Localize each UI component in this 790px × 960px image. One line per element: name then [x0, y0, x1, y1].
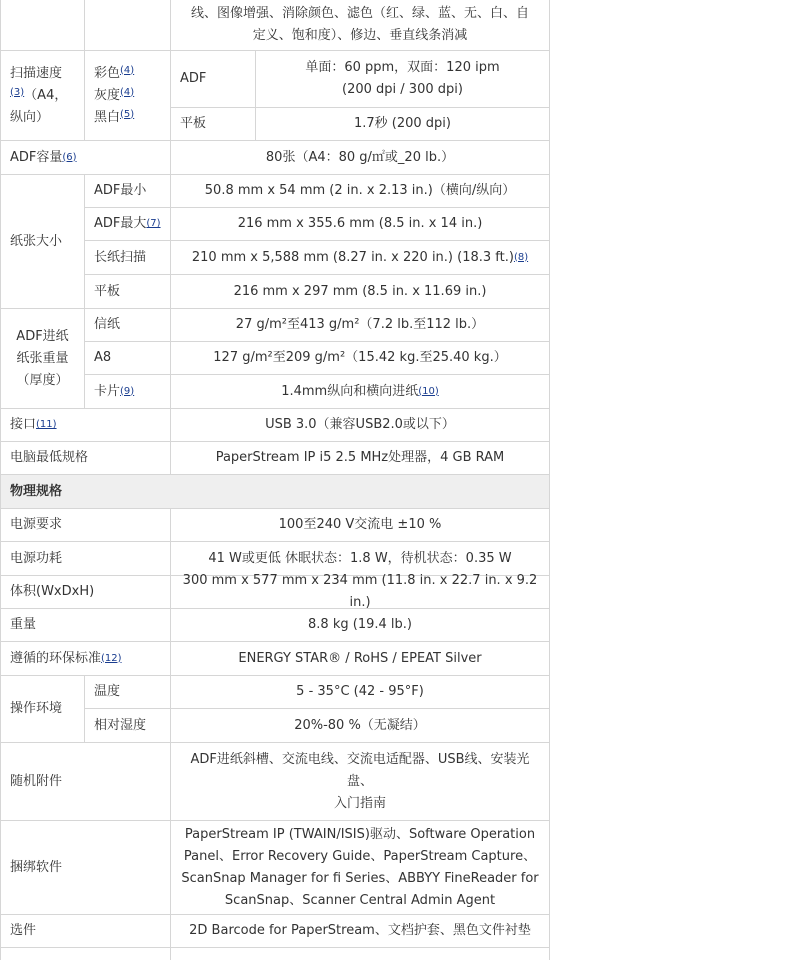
item-label: A8	[94, 350, 112, 365]
min-pc-label: 电脑最低规格	[0, 441, 170, 474]
mode-color	[94, 63, 134, 85]
value-line: 单面：60 ppm，双面：120 ipm	[305, 60, 500, 75]
bundled-software-value	[170, 820, 550, 914]
weight-label: 重量	[0, 608, 170, 641]
label-line: 纸张重量	[16, 350, 69, 366]
value-line: 入门指南	[333, 795, 386, 811]
humidity-value: 20%-80 %（无凝结）	[170, 708, 550, 742]
footnote-link[interactable]: (4)	[120, 64, 135, 76]
value-line: PaperStream IP (TWAIN/ISIS)驱动、Software Operation	[184, 826, 536, 842]
label-line: （厚度）	[16, 372, 69, 388]
temperature-value: 5 - 35°C (42 - 95°F)	[170, 675, 550, 708]
paper-weight-item-label	[84, 341, 170, 374]
value-line: Panel、Error Recovery Guide、PaperStream Capture、	[183, 848, 537, 864]
value-line: 定义、饱和度）、修边、垂直线条消减	[252, 28, 468, 43]
paper-weight-item-value: 27 g/m²至413 g/m²（7.2 lb.至112 lb.）	[170, 308, 550, 341]
environmental-standard-value: ENERGY STAR® / RoHS / EPEAT Silver	[170, 641, 550, 675]
item-label: 长纸扫描	[94, 249, 147, 265]
color-mode-list	[84, 50, 170, 140]
bundled-software-label: 捆绑软件	[0, 820, 170, 914]
humidity-label: 相对湿度	[84, 708, 170, 742]
footnote-link[interactable]: (4)	[120, 86, 135, 98]
accessories-label: 随机附件	[0, 742, 170, 820]
weight-value: 8.8 kg (19.4 lb.)	[170, 608, 550, 641]
item-label: ADF最小	[94, 183, 147, 198]
label-line	[10, 85, 67, 107]
label-text: 接口	[10, 417, 37, 432]
mode-label: 灰度	[94, 87, 121, 103]
mode-label: 彩色	[94, 65, 121, 81]
mode-gray	[94, 85, 134, 107]
value-line: ADF进纸斜槽、交流电线、交流电适配器、USB线、安装光	[190, 751, 530, 767]
adf-speed-value	[255, 50, 550, 107]
footnote-link[interactable]: (5)	[120, 108, 135, 120]
item-label: 卡片	[94, 383, 121, 399]
paper-size-item-label	[84, 274, 170, 308]
physical-specs-header: 物理规格	[0, 474, 550, 508]
value-line: (200 dpi / 300 dpi)	[342, 82, 463, 97]
scan-speed-label	[0, 50, 84, 140]
paper-size-item-value: 216 mm x 355.6 mm (8.5 in. x 14 in.)	[170, 207, 550, 240]
adf-capacity-value: 80张（A4：80 g/㎡或_20 lb.）	[170, 140, 550, 174]
paper-weight-item-value: 127 g/m²至209 g/m²（15.42 kg.至25.40 kg.）	[170, 341, 550, 374]
paper-weight-item-label	[84, 308, 170, 341]
paper-size-item-value: 50.8 mm x 54 mm (2 in. x 2.13 in.)（横向/纵向）	[170, 174, 550, 207]
next-row-label-partial	[0, 947, 170, 960]
spec-sublabel-cell-empty	[84, 0, 170, 50]
temperature-label: 温度	[84, 675, 170, 708]
item-label: ADF最大	[94, 216, 147, 231]
image-processing-value	[170, 0, 550, 50]
flatbed-speed-label: 平板	[170, 107, 255, 140]
operating-environment-label: 操作环境	[0, 675, 84, 742]
label-line: ADF进纸	[16, 328, 69, 344]
value-line: 线、图像增强、消除颜色、滤色（红、绿、蓝、无、白、自	[190, 6, 529, 21]
power-consumption-value: 41 W或更低 休眠状态：1.8 W，待机状态：0.35 W	[170, 541, 550, 575]
options-value: 2D Barcode for PaperStream、文档护套、黑色文件衬垫	[170, 914, 550, 947]
value-line: 盘、	[346, 773, 373, 789]
label-line: 扫描速度	[10, 65, 63, 81]
label-text: 遵循的环保标准	[10, 650, 102, 666]
label-text: ADF容量	[10, 149, 63, 165]
item-label: 信纸	[94, 317, 121, 332]
paper-weight-item-label: 卡片 (9)	[84, 374, 170, 408]
next-row-value-partial	[170, 947, 550, 960]
label-line-text: （A4，	[24, 87, 68, 103]
options-label: 选件	[0, 914, 170, 947]
paper-size-item-label	[84, 174, 170, 207]
footnote-link[interactable]: (3)	[10, 86, 25, 98]
power-consumption-label: 电源功耗	[0, 541, 170, 575]
paper-size-item-label: ADF最大 (7)	[84, 207, 170, 240]
dimensions-label: 体积(WxDxH)	[0, 575, 170, 608]
paper-size-item-label	[84, 240, 170, 274]
value-line: ScanSnap、Scanner Central Admin Agent	[224, 892, 496, 908]
paper-size-item-value: 210 mm x 5,588 mm (8.27 in. x 220 in.) (18.3 ft.) (8)	[170, 240, 550, 274]
label-line: 纵向）	[10, 109, 50, 125]
paper-weight-item-value: 1.4mm纵向和横向进纸 (10)	[170, 374, 550, 408]
environmental-standard-label: 遵循的环保标准 (12)	[0, 641, 170, 675]
adf-capacity-label: ADF容量 (6)	[0, 140, 170, 174]
adf-speed-label: ADF	[170, 50, 255, 107]
value-text: 210 mm x 5,588 mm (8.27 in. x 220 in.) (18.3 ft.)	[191, 249, 514, 265]
item-label: 平板	[94, 283, 121, 299]
value-line: ScanSnap Manager for fi Series、ABBYY FineReader for	[181, 870, 539, 886]
power-requirement-label: 电源要求	[0, 508, 170, 541]
power-requirement-value: 100至240 V交流电 ±10 %	[170, 508, 550, 541]
value-text: 1.4mm纵向和横向进纸	[281, 383, 419, 399]
flatbed-speed-value: 1.7秒 (200 dpi)	[255, 107, 550, 140]
interface-value: USB 3.0（兼容USB2.0或以下）	[170, 408, 550, 441]
accessories-value	[170, 742, 550, 820]
interface-label: 接口 (11)	[0, 408, 170, 441]
min-pc-value: PaperStream IP i5 2.5 MHz处理器，4 GB RAM	[170, 441, 550, 474]
mode-label: 黑白	[94, 109, 121, 125]
spec-label-cell-empty	[0, 0, 84, 50]
paper-weight-label	[0, 308, 84, 408]
paper-size-item-value: 216 mm x 297 mm (8.5 in. x 11.69 in.)	[170, 274, 550, 308]
mode-bw	[94, 107, 134, 129]
dimensions-value: 300 mm x 577 mm x 234 mm (11.8 in. x 22.7 in. x 9.2 in.)	[170, 575, 550, 608]
paper-size-label: 纸张大小	[0, 174, 84, 308]
